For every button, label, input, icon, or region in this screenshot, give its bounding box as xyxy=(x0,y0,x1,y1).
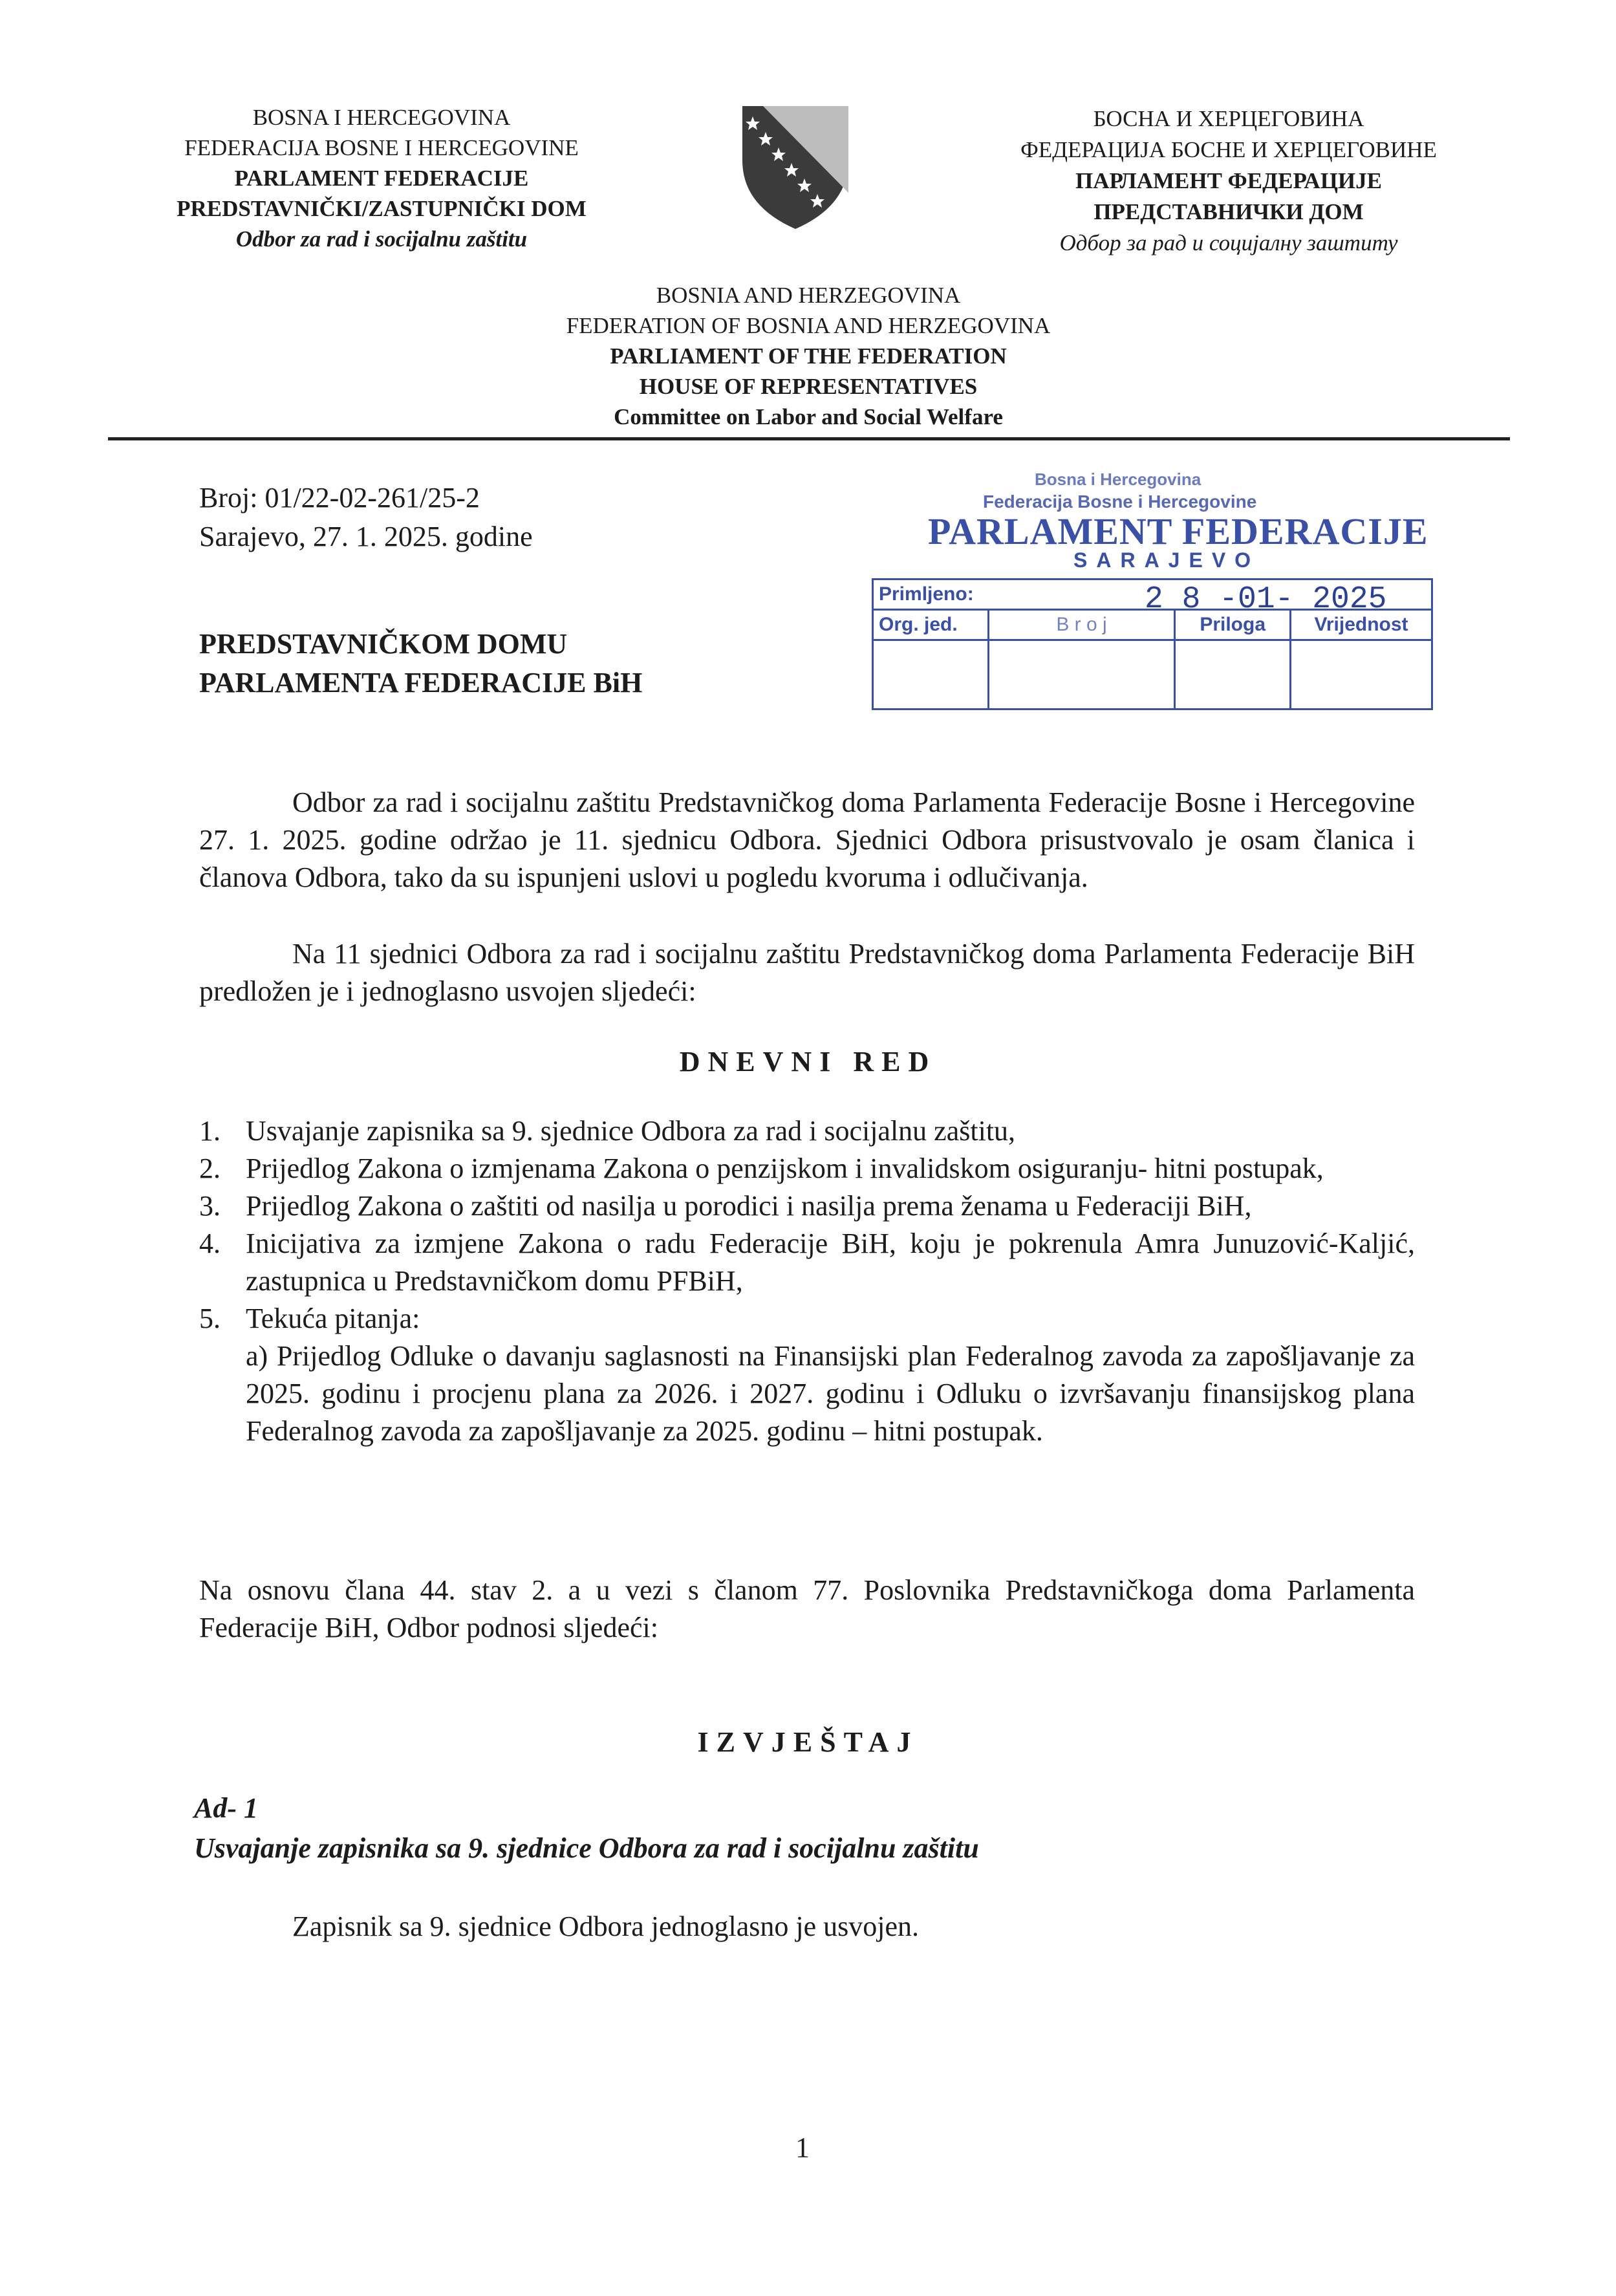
header-left xyxy=(97,102,666,254)
agenda-item-number: 5. xyxy=(199,1303,221,1334)
header-right-federation: ФЕДЕРАЦИЈА БОСНЕ И ХЕРЦЕГОВИНЕ xyxy=(1020,137,1437,162)
agenda-subitem-text: a) Prijedlog Odluke o davanju saglasnosti na Finansijski plan Federalnog zavoda za zapošljavanje za 2025. godinu i procjenu plana za 2026. i 2027. godinu i Odluku o izvršavanju finansijskog plana Federalnog zavoda za zapošljavanje za 2025. godinu – hitni postupak. xyxy=(246,1340,1415,1447)
agenda-item-text: Prijedlog Zakona o zaštiti od nasilja u porodici i nasilja prema ženama u Federaciji BiH, xyxy=(246,1190,1252,1222)
stamp-country: Bosna i Hercegovina xyxy=(1035,470,1201,489)
reference-place-date: Sarajevo, 27. 1. 2025. godine xyxy=(199,521,533,552)
stamp-received-label: Primljeno: xyxy=(873,579,1432,610)
received-stamp xyxy=(854,470,1500,741)
reference-number: Broj: 01/22-02-261/25-2 xyxy=(199,482,480,514)
header-left-parliament: PARLAMENT FEDERACIJE xyxy=(234,166,529,191)
stamp-col-attachments: Priloga xyxy=(1175,610,1291,640)
header-center xyxy=(466,280,1151,432)
reference-block xyxy=(199,479,533,556)
header-right-house: ПРЕДСТАВНИЧКИ ДОМ xyxy=(1093,199,1364,224)
header-left-country: BOSNA I HERCEGOVINA xyxy=(252,105,511,130)
stamp-cell xyxy=(1291,640,1432,709)
header-right-committee: Одбор за рад и социјалну заштиту xyxy=(1059,230,1398,255)
header-right-parliament: ПАРЛАМЕНТ ФЕДЕРАЦИЈЕ xyxy=(1075,168,1382,193)
agenda-item-number: 1. xyxy=(199,1115,221,1147)
stamp-col-value: Vrijednost xyxy=(1291,610,1432,640)
header-divider xyxy=(108,437,1510,440)
header-right xyxy=(938,103,1520,259)
recipient-line-1: PREDSTAVNIČKOM DOMU xyxy=(199,628,568,660)
header-left-committee: Odbor za rad i socijalnu zaštitu xyxy=(235,226,528,252)
report-title: IZVJEŠTAJ xyxy=(697,1726,919,1758)
ad1-title: Usvajanje zapisnika sa 9. sjednice Odbora za rad i socijalnu zaštitu xyxy=(194,1832,979,1864)
recipient-block xyxy=(199,625,642,702)
header-center-parliament: PARLIAMENT OF THE FEDERATION xyxy=(610,343,1007,369)
header-center-committee: Committee on Labor and Social Welfare xyxy=(614,404,1003,429)
stamp-received-date: 2 8 -01- 2025 xyxy=(1145,582,1387,617)
header-center-federation: FEDERATION OF BOSNIA AND HERZEGOVINA xyxy=(566,313,1051,338)
agenda-item xyxy=(199,1187,1415,1225)
page-number: 1 xyxy=(795,2132,810,2163)
ad1-number: Ad- 1 xyxy=(194,1792,258,1824)
stamp-city: SARAJEVO xyxy=(1073,548,1260,572)
agenda-item-number: 4. xyxy=(199,1228,221,1259)
agenda-item-number: 2. xyxy=(199,1153,221,1184)
agenda-item-text: Tekuća pitanja: xyxy=(246,1303,420,1334)
stamp-col-number: B r o j xyxy=(988,610,1174,640)
agenda-item-number: 3. xyxy=(199,1190,221,1222)
header-left-federation: FEDERACIJA BOSNE I HERCEGOVINE xyxy=(184,135,579,160)
stamp-parliament: PARLAMENT FEDERACIJE xyxy=(928,510,1428,552)
recipient-line-2: PARLAMENTA FEDERACIJE BiH xyxy=(199,667,643,699)
stamp-federation: Federacija Bosne i Hercegovine xyxy=(983,492,1257,512)
legal-basis-paragraph: Na osnovu člana 44. stav 2. a u vezi s članom 77. Poslovnika Predstavničkoga doma Parlamenta Federacije BiH, Odbor podnosi sljedeći: xyxy=(199,1574,1415,1643)
agenda-item-text: Usvajanje zapisnika sa 9. sjednice Odbora za rad i socijalnu zaštitu, xyxy=(246,1115,1016,1147)
intro-paragraph: Odbor za rad i socijalnu zaštitu Predstavničkog doma Parlamenta Federacije Bosne i Hercegovine 27. 1. 2025. godine održao je 11. sjednicu Odbora. Sjednici Odbora prisustvovalo je osam članica i članova Odbora, tako da su ispunjeni uslovi u pogledu kvoruma i odlučivanja. xyxy=(199,786,1415,893)
ad1-text: Zapisnik sa 9. sjednice Odbora jednoglasno je usvojen. xyxy=(292,1911,920,1942)
session-paragraph: Na 11 sjednici Odbora za rad i socijalnu zaštitu Predstavničkog doma Parlamenta Federacije BiH predložen je i jednoglasno usvojen sljedeći: xyxy=(199,938,1415,1007)
header-center-country: BOSNIA AND HERZEGOVINA xyxy=(656,283,961,308)
agenda-list xyxy=(199,1112,1415,1450)
agenda-item-text: Inicijativa za izmjene Zakona o radu Federacije BiH, koju je pokrenula Amra Junuzović-Kaljić, zastupnica u Predstavničkom domu PFBiH, xyxy=(246,1228,1415,1297)
stamp-cell xyxy=(988,640,1174,709)
agenda-item xyxy=(199,1300,1415,1450)
agenda-item xyxy=(199,1150,1415,1187)
coat-of-arms-icon xyxy=(737,102,854,232)
agenda-item-text: Prijedlog Zakona o izmjenama Zakona o penzijskom i invalidskom osiguranju- hitni postupak, xyxy=(246,1153,1324,1184)
header-left-house: PREDSTAVNIČKI/ZASTUPNIČKI DOM xyxy=(177,196,587,221)
stamp-cell xyxy=(1175,640,1291,709)
header-right-country: БОСНА И ХЕРЦЕГОВИНА xyxy=(1093,106,1364,131)
agenda-title: DNEVNI RED xyxy=(679,1046,937,1078)
agenda-item xyxy=(199,1225,1415,1300)
agenda-item xyxy=(199,1112,1415,1150)
stamp-col-org: Org. jed. xyxy=(873,610,989,640)
header-center-house: HOUSE OF REPRESENTATIVES xyxy=(639,374,978,399)
stamp-cell xyxy=(873,640,989,709)
